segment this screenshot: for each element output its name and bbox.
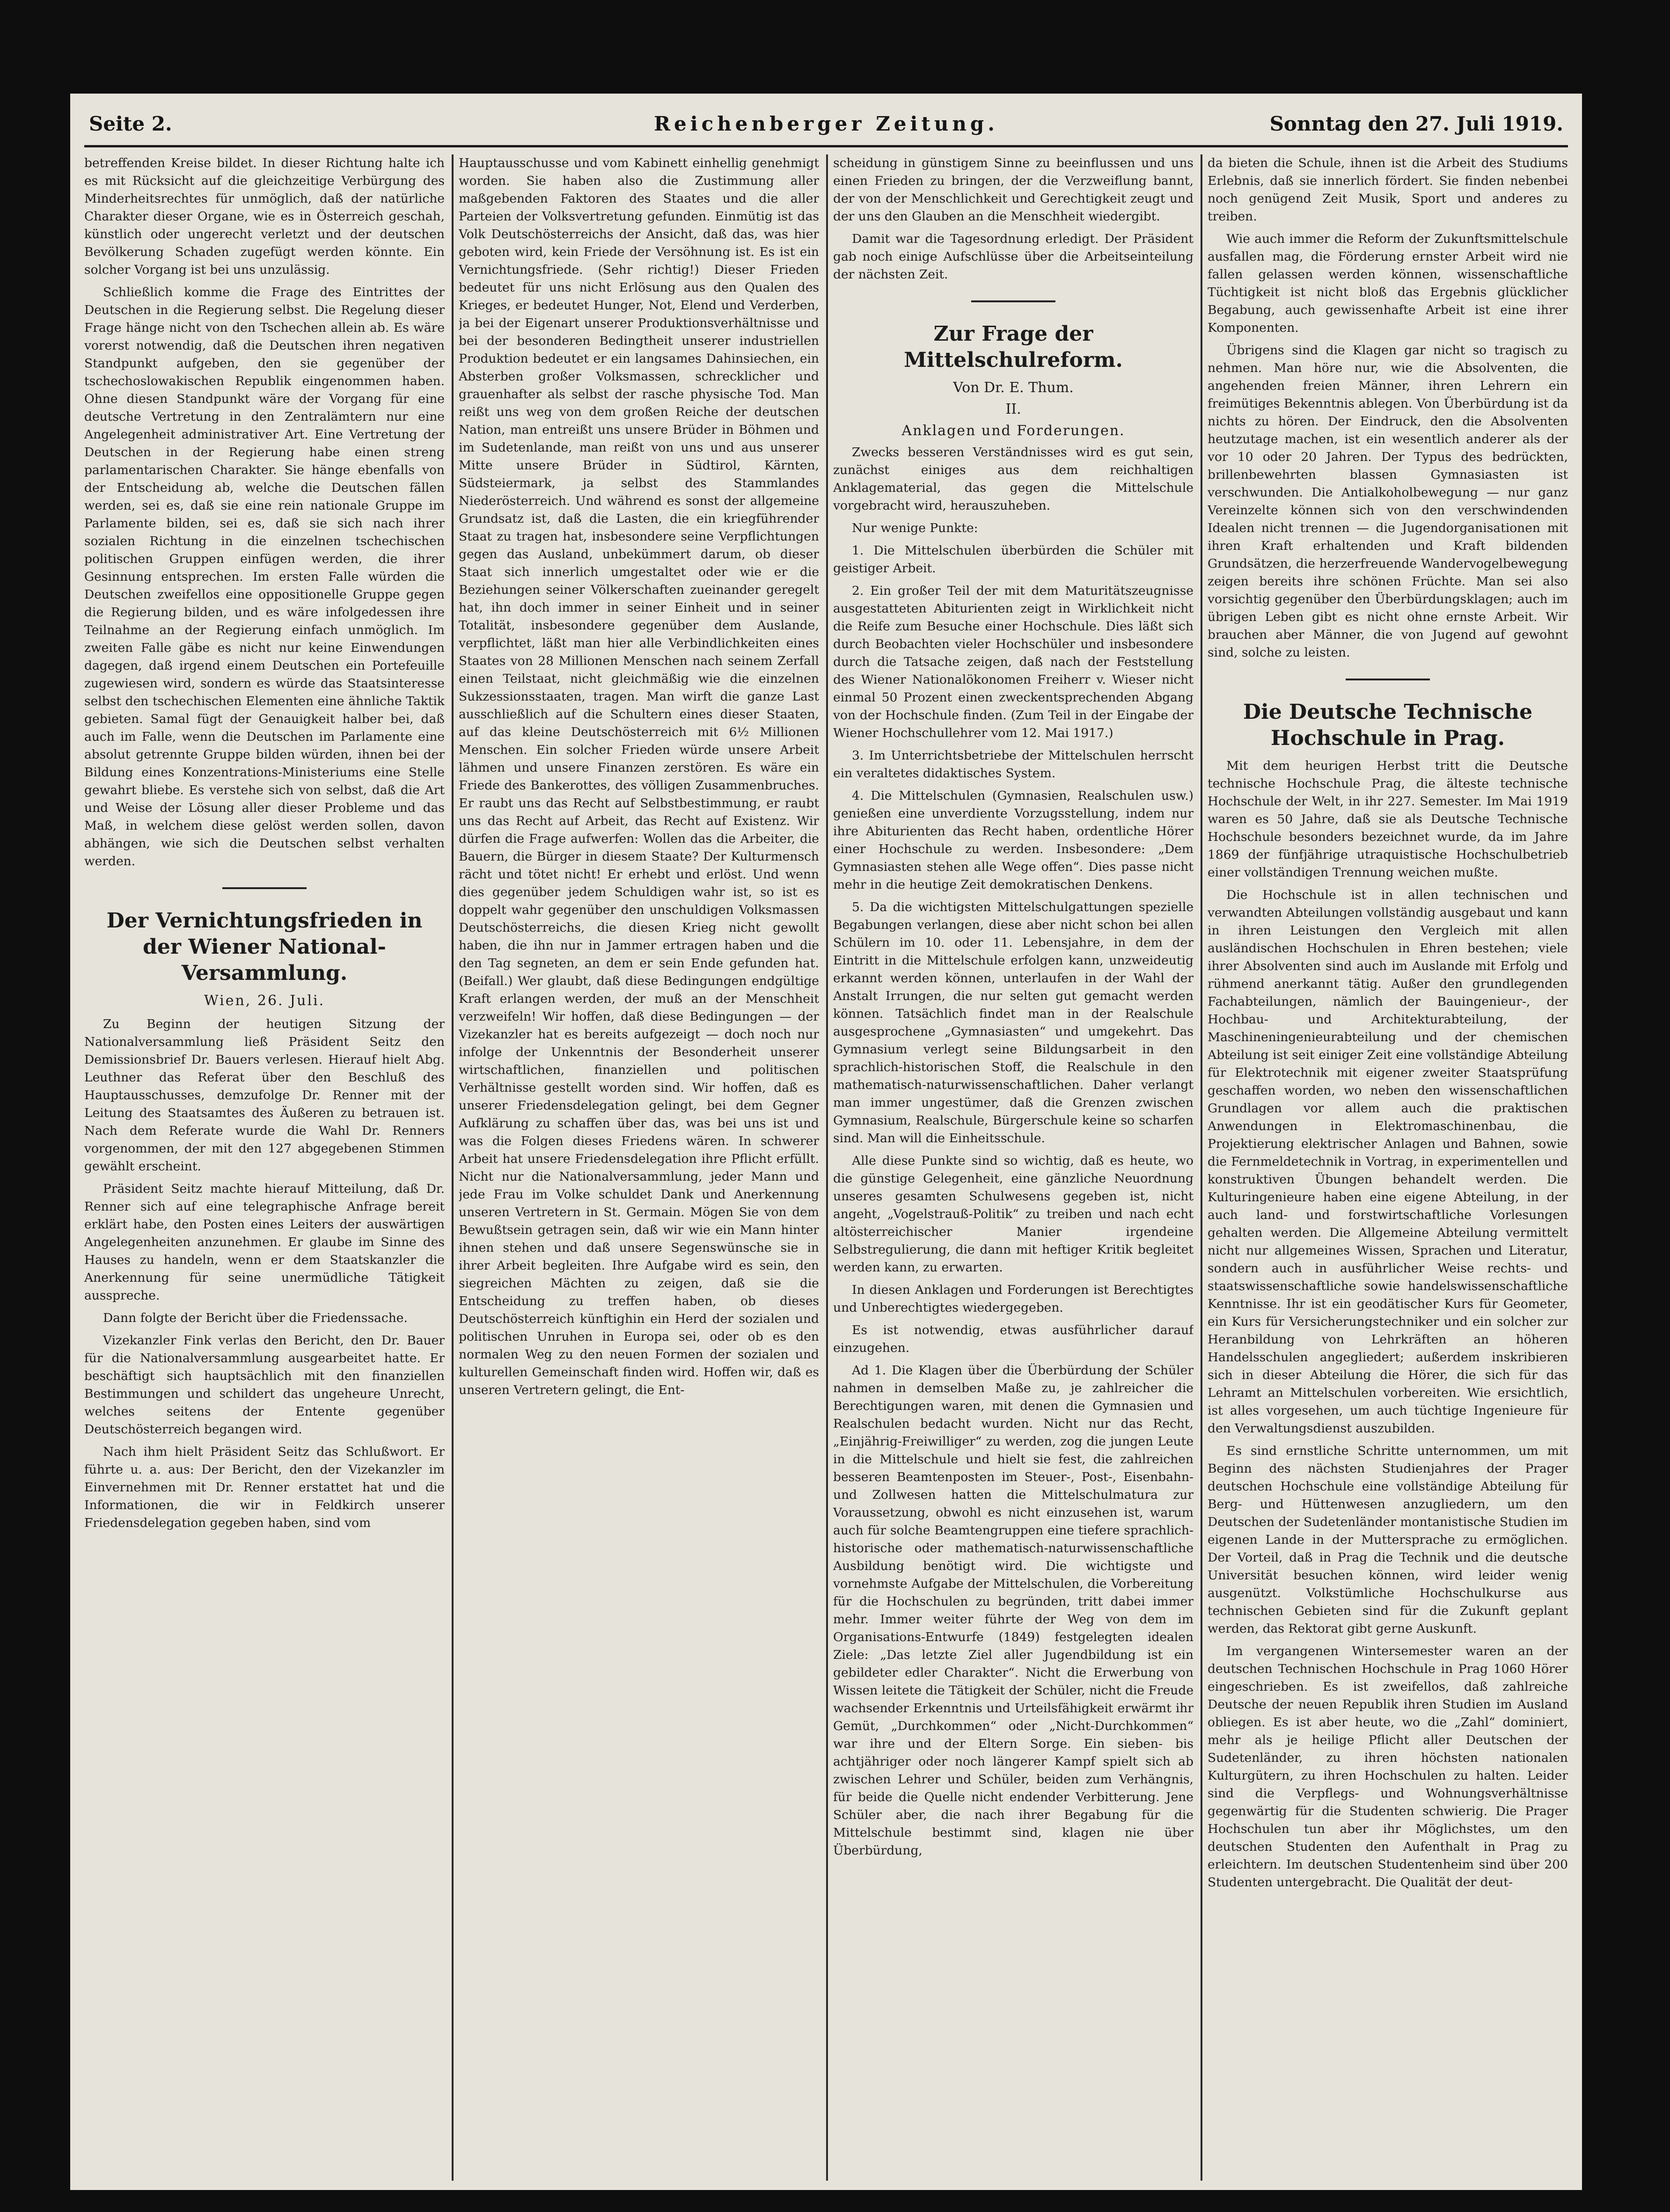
paragraph: da bieten die Schule, ihnen ist die Arbeit des Studiums Erlebnis, daß sie innerlich fördert. Sie finden nebenbei noch genügend Zeit Musik, Sport und anderes zu treiben. — [1208, 156, 1568, 224]
part-number: II. — [1005, 401, 1021, 417]
newspaper-page — [70, 94, 1582, 2190]
paragraph: Schließlich komme die Frage des Eintrittes der Deutschen in die Regierung selbst. Die Regelung dieser Frage hänge nicht von den Tschechen allein ab. Es wäre vorerst notwendig, daß die Deutschen ihren negativen Standpunkt aufgeben, den sie gegenüber der tschechoslowakischen Republik eingenommen haben. Ohne diesen Standpunkt wäre der Vorgang für eine deutsche Vertretung in den Zentralämtern nur eine Angelegenheit administrativer Art. Eine Vertretung der Deutschen in der Regierung habe einen streng parlamentarischen Charakter. Sie hänge ebenfalls von der Entscheidung ab, welche die Deutschen fällen werden, sei es, daß sie eine rein nationale Gruppe im Parlamente bilden, sei es, daß sie sich nach ihrer sozialen Richtung in die einzelnen tschechischen politischen Gruppen einfügen werden, die ihrer Gesinnung entsprechen. Im ersten Falle würden die Deutschen zweifellos eine oppositionelle Gruppe gegen die Regierung bilden, und es wäre infolgedessen ihre Teilnahme an der Regierung einfach unmöglich. Im zweiten Falle gäbe es nicht nur keine Einwendungen dagegen, daß irgend einem Deutschen ein Portefeuille zugewiesen wird, sondern es würde das Staatsinteresse selbst den tschechischen Elementen eine ähnliche Taktik gebieten. Samal fügt der Genauigkeit halber bei, daß auch im Falle, wenn die Deutschen im Parlamente eine absolut getrennte Gruppe bilden würden, ihnen bei der Bildung eines Konzentrations-Ministeriums eine Stelle gewahrt bliebe. Es verstehe sich von selbst, daß die Art und Weise der Lösung aller dieser Probleme und das Maß, in welchem diese gelöst werden sollen, davon abhängen, wie sich die Deutschen selbst verhalten werden. — [84, 285, 445, 869]
paragraph: Im vergangenen Wintersemester waren an der deutschen Technischen Hochschule in Prag 1060 Hörer eingeschrieben. Es ist zweifellos, daß zahlreiche Deutsche der neuen Republik ihren Studien im Ausland obliegen. Es ist aber heute, wo die „Zahl“ dominiert, mehr als je heilige Pflicht aller Deutschen der Sudetenländer, zu ihren höchsten nationalen Kulturgütern, zu ihren Hochschulen zu halten. Leider sind die Verpflegs- und Wohnungsverhältnisse gegenwärtig für die Studenten schwierig. Die Prager Hochschulen tun aber ihr Möglichstes, um den deutschen Studenten den Aufenthalt in Prag zu erleichtern. Im deutschen Studentenheim sind über 200 Studenten untergebracht. Die Qualität der deut- — [1208, 1644, 1568, 1890]
paragraph: Dann folgte der Bericht über die Friedenssache. — [103, 1311, 408, 1325]
newspaper-title: Reichenberger Zeitung. — [654, 112, 998, 135]
article-heading-vernichtungsfrieden: Der Vernichtungsfrieden in der Wiener National-Versammlung. — [106, 909, 423, 985]
column-rule — [1201, 154, 1202, 2181]
paragraph: 1. Die Mittelschulen überbürden die Schüler mit geistiger Arbeit. — [833, 543, 1194, 576]
subheading: Anklagen und Forderungen. — [901, 423, 1125, 439]
page-header — [89, 108, 1563, 145]
column-3 — [833, 154, 1194, 2181]
column-rule — [826, 154, 828, 2181]
paragraph: 5. Da die wichtigsten Mittelschulgattungen spezielle Begabungen verlangen, diese aber nicht schon bei allen Schülern im 10. oder 11. Lebensjahre, in dem der Eintritt in die Mittelschule erfolgen kann, unzweideutig erkannt werden können, unterlaufen in der Wahl der Anstalt Irrungen, die nur selten gut gemacht werden können. Tatsächlich findet man in der Realschule ausgesprochene „Gymnasiasten“ und umgekehrt. Das Gymnasium verlegt seine Bildungsarbeit in den sprachlich-historischen Stoff, die Realschule in den mathematisch-naturwissenschaftlichen. Daher verlangt man immer ungestümer, daß die Grenzen zwischen Gymnasium, Realschule, Bürgerschule keine so scharfen sind. Man will die Einheitsschule. — [833, 900, 1194, 1146]
article-heading-technische-hochschule: Die Deutsche Technische Hochschule in Prag. — [1243, 700, 1533, 750]
paragraph: 3. Im Unterrichtsbetriebe der Mittelschulen herrscht ein veraltetes didaktisches System. — [833, 748, 1194, 781]
paragraph: Übrigens sind die Klagen gar nicht so tragisch zu nehmen. Man höre nur, wie die Absolventen, die angehenden freien Männer, ihren Lehrern ein freimütiges Bekenntnis ablegen. Von Überbürdung ist da nichts zu hören. Der Eindruck, den die Absolventen heutzutage machen, ist ein wesentlich anderer als der vor 10 oder 20 Jahren. Der Typus des bedrückten, brillenbewehrten blassen Gymnasiasten ist verschwunden. Die Antialkoholbewegung — nur ganz Vereinzelte können sich von den verschwindenden Idealen nicht trennen — die Jugendorganisationen mit ihren Kraft erhaltenden und Kraft bildenden Grundsätzen, die herzerfreuende Wandervogelbewegung zeigen bereits ihre schönen Früchte. Man sei also vorsichtig gegenüber den Überbürdungsklagen; auch im übrigen Leben gibt es nicht ohne ernste Arbeit. Wir brauchen aber Männer, die von Jugend auf gewohnt sind, solche zu leisten. — [1208, 343, 1568, 660]
paragraph: Es sind ernstliche Schritte unternommen, um mit Beginn des nächsten Studienjahres der Prager deutschen Hochschule eine vollständige Abteilung für Berg- und Hüttenwesen anzugliedern, um den Deutschen der Sudetenländer montanistische Studien im eigenen Lande in der Muttersprache zu ermöglichen. Der Vorteil, daß in Prag die Technik und die deutsche Universität besuchen können, wird leider wenig ausgenützt. Volkstümliche Hochschulkurse aus technischen Gebieten sind für die Zukunft geplant werden, das Rektorat gibt gerne Auskunft. — [1208, 1444, 1568, 1636]
paragraph: Nur wenige Punkte: — [852, 521, 978, 535]
column-4 — [1208, 154, 1568, 2181]
page-number: Seite 2. — [89, 112, 172, 135]
article-separator — [971, 300, 1055, 302]
paragraph: Zu Beginn der heutigen Sitzung der Nationalversammlung ließ Präsident Seitz den Demissionsbrief Dr. Bauers verlesen. Hierauf hielt Abg. Leuthner das Referat über den Beschluß des Hauptausschusses, demzufolge Dr. Renner mit der Leitung des Staatsamtes des Äußeren zu betrauen ist. Nach dem Referate wurde die Wahl Dr. Renners vorgenommen, der mit den 127 abgegebenen Stimmen gewählt erscheint. — [84, 1017, 445, 1174]
article-heading-mittelschulreform: Zur Frage der Mittelschulreform. — [904, 322, 1123, 372]
article-separator — [1346, 679, 1430, 680]
paragraph: Vizekanzler Fink verlas den Bericht, den Dr. Bauer für die Nationalversammlung ausgearbeitet hatte. Er beschäftigt sich hauptsächlich mit den finanziellen Bestimmungen und schildert das ungeheure Unrecht, welches seitens der Entente gegenüber Deutschösterreich begangen wird. — [84, 1333, 445, 1437]
paragraph: Hauptausschusse und vom Kabinett einhellig genehmigt worden. Sie haben also die Zustimmung aller maßgebenden Faktoren des Staates und die aller Parteien der Volksvertretung gefunden. Einmütig ist das Volk Deutschösterreichs der Ansicht, daß das, was hier geboten wird, kein Friede der Versöhnung ist. Es ist ein Vernichtungsfriede. (Sehr richtig!) Dieser Frieden bedeutet für uns nicht Erlösung aus den Qualen des Krieges, er bedeutet Hunger, Not, Elend und Verderben, ja bei der Eigenart unserer Produktionsverhältnisse und bei der besonderen Bedingtheit unserer industriellen Produktion bedeutet er ein langsames Dahinsiechen, ein Absterben großer Volksmassen, schrecklicher und grauenhafter als selbst der rasche physische Tod. Man reißt uns weg von dem großen Reiche der deutschen Nation, man entreißt uns unsere Brüder in Böhmen und im Sudetenlande, man reißt von uns und aus unserer Mitte unsere Brüder in Südtirol, Kärnten, Südsteiermark, ja selbst des Stammlandes Niederösterreich. Und während es sonst der allgemeine Grundsatz ist, daß die Lasten, die ein kriegführender Staat zu tragen hat, insbesondere seine Verpflichtungen gegen das Ausland, unbekümmert darum, ob dieser Staat sich innerlich umgestaltet oder wie er die Beziehungen seiner Völkerschaften zueinander geregelt hat, ihn doch immer in seiner Einheit und in seiner Totalität, insbesondere gegenüber dem Auslande, verpflichtet, läßt man hier alle Verbindlichkeiten eines Staates von 28 Millionen Menschen nach seinem Zerfall einen Teilstaat, nicht gleichmäßig wie die einzelnen Sukzessionsstaaten, tragen. Man wirft die ganze Last ausschließlich auf die Schultern eines dieser Staaten, auf das kleine Deutschösterreich mit 6½ Millionen Menschen. Ein solcher Frieden würde unsere Arbeit lähmen und unsere Finanzen zerstören. Es wäre ein Friede des Bankerottes, des völligen Zusammenbruches. Er raubt uns das Recht auf Selbstbestimmung, er raubt uns das Recht auf Arbeit, das Recht auf Existenz. Wir dürfen die Frage aufwerfen: Wollen das die Arbeiter, die Bauern, die Bürger in diesem Staate? Der Kulturmensch rächt und tötet nicht! Er erhebt und erlöst. Und wenn dies gegenüber jedem Schuldigen wahr ist, so ist es doppelt wahr gegenüber den unschuldigen Volksmassen Deutschösterreichs, die diesen Krieg nicht gewollt haben, die ihn nur in Jammer ertragen haben und die den Tag segneten, an dem er sein Ende gefunden hat. (Beifall.) Wer glaubt, daß diese Bedingungen endgültige Kraft erlangen werden, der muß an der Menschheit verzweifeln! Wir hoffen, daß diese Bedingungen — der Vizekanzler hat es bereits aufgezeigt — doch noch nur infolge der Unkenntnis der Besonderheit unserer wirtschaftlichen, finanziellen und politischen Verhältnisse gestellt worden sind. Wir hoffen, daß es unserer Friedensdelegation gelingt, bei dem Gegner Aufklärung zu schaffen über das, was bei uns ist und was die Folgen dieses Friedens wären. In schwerer Arbeit hat unsere Friedensdelegation ihre Pflicht erfüllt. Nicht nur die Nationalversammlung, jeder Mann und jede Frau im Volke schuldet Dank und Anerkennung unseren Vertretern in St. Germain. Mögen Sie von dem Bewußtsein getragen sein, daß wir wie ein Mann hinter ihnen stehen und daß unsere Segenswünsche sie in ihrer Arbeit begleiten. Ihre Aufgabe wird es sein, den siegreichen Mächten zu zeigen, daß sie die Entscheidung zu treffen haben, ob dieses Deutschösterreich künftighin ein Herd der sozialen und politischen Unruhen in Europa sei, oder ob es den normalen Weg zu den neuen Formen der sozialen und kulturellen Gemeinschaft finden wird. Hoffen wir, daß es unseren Vertretern gelingt, die Ent- — [459, 156, 819, 1397]
paragraph: Wie auch immer die Reform der Zukunftsmittelschule ausfallen mag, die Förderung ernster Arbeit wird nie fallen gelassen werden können, wissenschaftliche Tüchtigkeit ist nicht bloß das Ergebnis glücklicher Begabung, auch gewissenhafte Arbeit ist eine ihrer Komponenten. — [1208, 232, 1568, 335]
paragraph: 2. Ein großer Teil der mit dem Maturitätszeugnisse ausgestatteten Abiturienten zeigt in Wirklichkeit nicht die Reife zum Besuche einer Hochschule. Dies läßt sich durch Beobachten vieler Hochschüler und insbesondere durch die Tatsache zeigen, daß nach der Feststellung des Wiener Nationalökonomen Freiherr v. Wieser nicht einmal 50 Prozent einen zweckentsprechenden Abgang von der Hochschule finden. (Zum Teil in der Eingabe der Wiener Hochschullehrer vom 12. Mai 1917.) — [833, 584, 1194, 740]
paragraph: In diesen Anklagen und Forderungen ist Berechtigtes und Unberechtigtes wiedergegeben. — [833, 1283, 1194, 1315]
paragraph: Damit war die Tagesordnung erledigt. Der Präsident gab noch einige Aufschlüsse über die Arbeitseinteilung der nächsten Zeit. — [833, 232, 1194, 282]
paragraph: scheidung in günstigem Sinne zu beeinflussen und uns einen Frieden zu bringen, der die Verzweiflung bannt, der von der Menschlichkeit und Gerechtigkeit zeugt und der uns den Glauben an die Menschheit wiedergibt. — [833, 156, 1194, 224]
paragraph: Es ist notwendig, etwas ausführlicher darauf einzugehen. — [833, 1323, 1194, 1355]
paragraph: Zwecks besseren Verständnisses wird es gut sein, zunächst einiges aus dem reichhaltigen Anklagematerial, das gegen die Mittelschule vorgebracht wird, herauszuheben. — [833, 445, 1194, 513]
paragraph: Alle diese Punkte sind so wichtig, daß es heute, wo die günstige Gelegenheit, eine gänzliche Neuordnung unseres gesamten Schulwesens gegeben ist, nicht angeht, „Vogelstrauß-Politik“ zu treiben und nach echt altösterreichischer Manier irgendeine Selbstregulierung, die dann mit heftiger Kritik begleitet werden kann, zu erwarten. — [833, 1153, 1194, 1275]
paragraph: Mit dem heurigen Herbst tritt die Deutsche technische Hochschule Prag, die älteste technische Hochschule der Welt, in ihr 227. Semester. Im Mai 1919 waren es 50 Jahre, daß sie als Deutsche Technische Hochschule besonders bezeichnet wurde, da im Jahre 1869 der fünfjährige utraquistische Hochschulbetrieb einer vollständigen Trennung weichen mußte. — [1208, 759, 1568, 880]
article-separator — [222, 887, 307, 889]
paragraph: Präsident Seitz machte hierauf Mitteilung, daß Dr. Renner sich auf eine telegraphische Anfrage bereit erklärt habe, den Posten eines Leiters der auswärtigen Angelegenheiten anzunehmen. Er glaube im Sinne des Hauses zu handeln, wenn er dem Staatskanzler die Anerkennung für seine unermüdliche Tätigkeit ausspreche. — [84, 1182, 445, 1303]
paragraph: Ad 1. Die Klagen über die Überbürdung der Schüler nahmen in demselben Maße zu, je zahlreicher die Berechtigungen waren, mit denen die Gymnasien und Realschulen bedacht wurden. Nicht nur das Recht, „Einjährig-Freiwilliger“ zu werden, zog die jungen Leute in die Mittelschule und hielt sie fest, die zahlreichen besseren Beamtenposten im Steuer-, Post-, Eisenbahn- und Zollwesen hatten die Mittelschulmatura zur Voraussetzung, obwohl es nicht einzusehen ist, warum auch für solche Beamtengruppen eine tiefere sprachlich-historische oder mathematisch-naturwissenschaftliche Ausbildung benötigt wird. Die wichtigste und vornehmste Aufgabe der Mittelschulen, die Vorbereitung für die Hochschulen zu begründen, tritt dabei immer mehr. Immer weiter führte der Weg von dem im Organisations-Entwurfe (1849) festgelegten idealen Ziele: „Das letzte Ziel aller Jugendbildung ist ein gebildeter edler Charakter“. Nicht die Erwerbung von Wissen leitete die Tätigkeit der Schüler, nicht die Freude wachsender Erkenntnis und Urteilsfähigkeit erwärmt ihr Gemüt, „Durchkommen“ oder „Nicht-Durchkommen“ war ihre und der Eltern Sorge. Ein sieben- bis achtjähriger oder noch längerer Kampf spielt sich ab zwischen Lehrer und Schüler, beiden zum Verhängnis, für beide die Quelle nicht endender Verbitterung. Jene Schüler aber, die nach ihrer Begabung für die Mittelschule bestimmt sind, klagen nie über Überbürdung, — [833, 1363, 1194, 1858]
column-rule — [452, 154, 454, 2181]
byline: Von Dr. E. Thum. — [953, 380, 1074, 396]
paragraph: Die Hochschule ist in allen technischen und verwandten Abteilungen vollständig ausgebaut und kann in ihren Leistungen den Vergleich mit allen ausländischen Hochschulen in Ehren bestehen; viele ihrer Absolventen sind auch im Auslande mit Erfolg und rühmend anerkannt tätig. Außer den grundlegenden Fachabteilungen, nämlich der Bauingenieur-, der Hochbau- und Architekturabteilung, der Maschineningenieurabteilung und der chemischen Abteilung ist seit einiger Zeit eine vollständige Abteilung für Elektrotechnik mit eigener zweiter Staatsprüfung geschaffen worden, wo neben den wissenschaftlichen Grundlagen vor allem auch die praktischen Anwendungen in Elektromaschinenbau, die Projektierung elektrischer Anlagen und Bahnen, sowie die Fernmeldetechnik in Vortrag, in experimentellen und konstruktiven Übungen behandelt werden. Die Kulturingenieure haben eine eigene Abteilung, in der auch land- und forstwirtschaftliche Vorlesungen gehalten werden. Die Allgemeine Abteilung vermittelt nicht nur allgemeines Wissen, Sprachen und Literatur, sondern auch in ausführlicher Weise rechts- und staatswissenschaftliche sowie handelswissenschaftliche Kenntnisse. Ihr ist ein geodätischer Kurs für Geometer, ein Kurs für Versicherungstechniker und ein solcher zur Heranbildung von Lehrkräften an höheren Handelsschulen angegliedert; außerdem inskribieren sich in dieser Abteilung die Hörer, die sich für das Lehramt an Mittelschulen vorbereiten. Wie ersichtlich, ist alles vorgesehen, um auch tüchtige Ingenieure für den Verwaltungsdienst auszubilden. — [1208, 888, 1568, 1436]
dateline: Wien, 26. Juli. — [204, 993, 325, 1009]
column-2 — [459, 154, 819, 2181]
header-rule — [84, 145, 1568, 147]
paragraph: betreffenden Kreise bildet. In dieser Richtung halte ich es mit Rücksicht auf die gleichzeitige Verbürgung des Minderheitsrechtes für unmöglich, daß der natürliche Charakter dieser Organe, wie es in Österreich geschah, künstlich oder ungerecht verletzt und der deutschen Bevölkerung Schaden zugefügt werden könnte. Ein solcher Vorgang ist bei uns unzulässig. — [84, 156, 445, 277]
issue-date: Sonntag den 27. Juli 1919. — [1269, 112, 1563, 135]
column-1 — [84, 154, 445, 2181]
paragraph: 4. Die Mittelschulen (Gymnasien, Realschulen usw.) genießen eine unverdiente Vorzugsstellung, indem nur ihre Abiturienten das Recht haben, ordentliche Hörer einer Hochschule zu werden. Insbesondere: „Dem Gymnasiasten stehen alle Wege offen“. Dies passe nicht mehr in die heutige Zeit demokratischen Denkens. — [833, 788, 1194, 892]
paragraph: Nach ihm hielt Präsident Seitz das Schlußwort. Er führte u. a. aus: Der Bericht, den der Vizekanzler im Einvernehmen mit Dr. Renner erstattet hat und die Informationen, die wir in Feldkirch unserer Friedensdelegation gegeben haben, sind vom — [84, 1445, 445, 1530]
